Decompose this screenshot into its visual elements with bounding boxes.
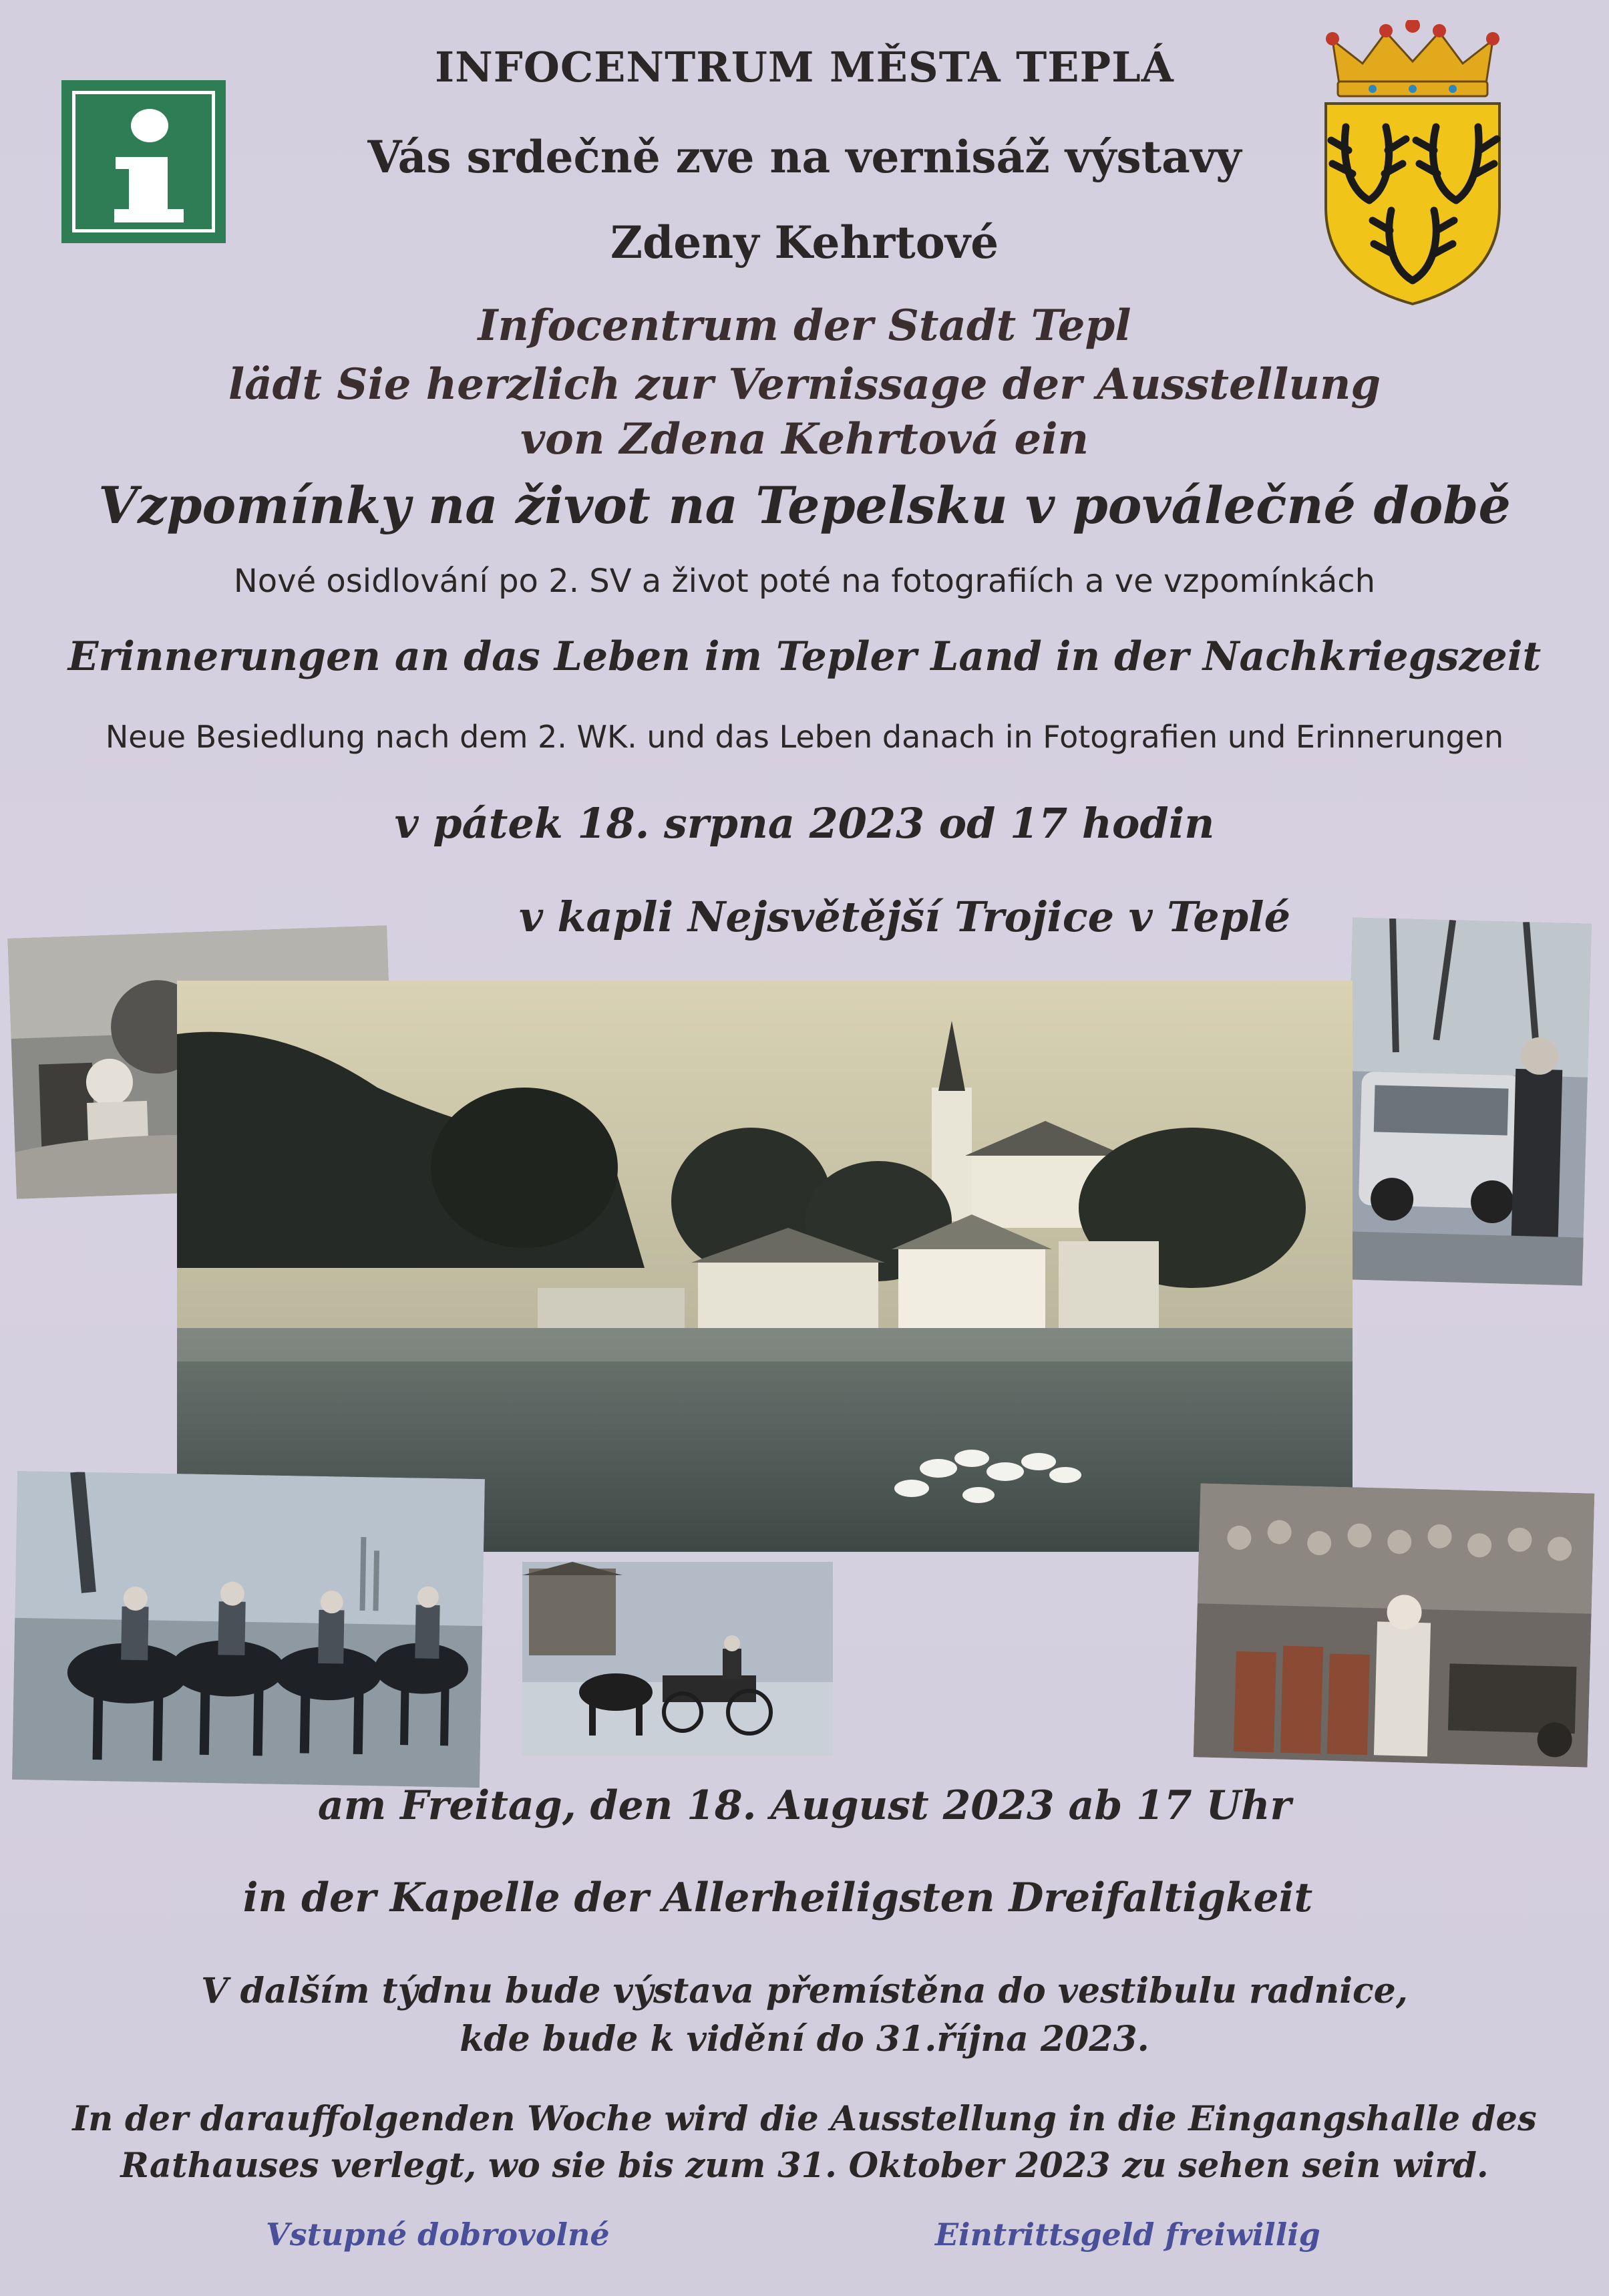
photo-horse-riders (12, 1471, 485, 1788)
photo-car-man (1343, 917, 1592, 1285)
exhibition-title-de: Erinnerungen an das Leben im Tepler Land in der Nachkriegszeit (67, 633, 1542, 680)
german-intro-2: lädt Sie herzlich zur Vernissage der Ausstellung (228, 359, 1381, 409)
notice-cz-2: kde bude k vidění do 31.října 2023. (460, 2019, 1149, 2060)
exhibition-title-cz: Vzpomínky na život na Tepelsku v poválečné době (98, 476, 1511, 535)
artist-cz: Zdeny Kehrtové (610, 216, 999, 269)
german-intro-3: von Zdena Kehrtová ein (520, 414, 1089, 464)
event-place-de: in der Kapelle der Allerheiligsten Dreifaltigkeit (242, 1874, 1313, 1921)
header-title: INFOCENTRUM MĚSTA TEPLÁ (435, 43, 1174, 92)
footer-entry-de: Eintrittsgeld freiwillig (935, 2217, 1320, 2253)
german-intro-1: Infocentrum der Stadt Tepl (478, 301, 1131, 351)
exhibition-subtitle-cz: Nové osidlování po 2. SV a život poté na fotografiích a ve vzpomínkách (233, 562, 1376, 600)
notice-de-2: Rathauses verlegt, wo sie bis zum 31. Oktober 2023 zu sehen sein wird. (120, 2146, 1489, 2186)
photo-group-people (1194, 1483, 1595, 1767)
event-date-de: am Freitag, den 18. August 2023 ab 17 Uhr (317, 1782, 1292, 1829)
photo-town-pond (177, 981, 1353, 1552)
photo-horse-cart (522, 1562, 833, 1756)
notice-cz-1: V dalším týdnu bude výstava přemístěna do vestibulu radnice, (201, 1971, 1408, 2011)
invite-cz: Vás srdečně zve na vernisáž výstavy (367, 131, 1242, 183)
exhibition-subtitle-de: Neue Besiedlung nach dem 2. WK. und das Leben danach in Fotografien und Erinnerungen (105, 719, 1504, 755)
event-place-cz: v kapli Nejsvětější Trojice v Teplé (518, 892, 1291, 941)
footer-entry-cz: Vstupné dobrovolné (266, 2217, 610, 2253)
notice-de-1: In der darauffolgenden Woche wird die Ausstellung in die Eingangshalle des (72, 2099, 1537, 2139)
event-date-cz: v pátek 18. srpna 2023 od 17 hodin (394, 799, 1215, 848)
